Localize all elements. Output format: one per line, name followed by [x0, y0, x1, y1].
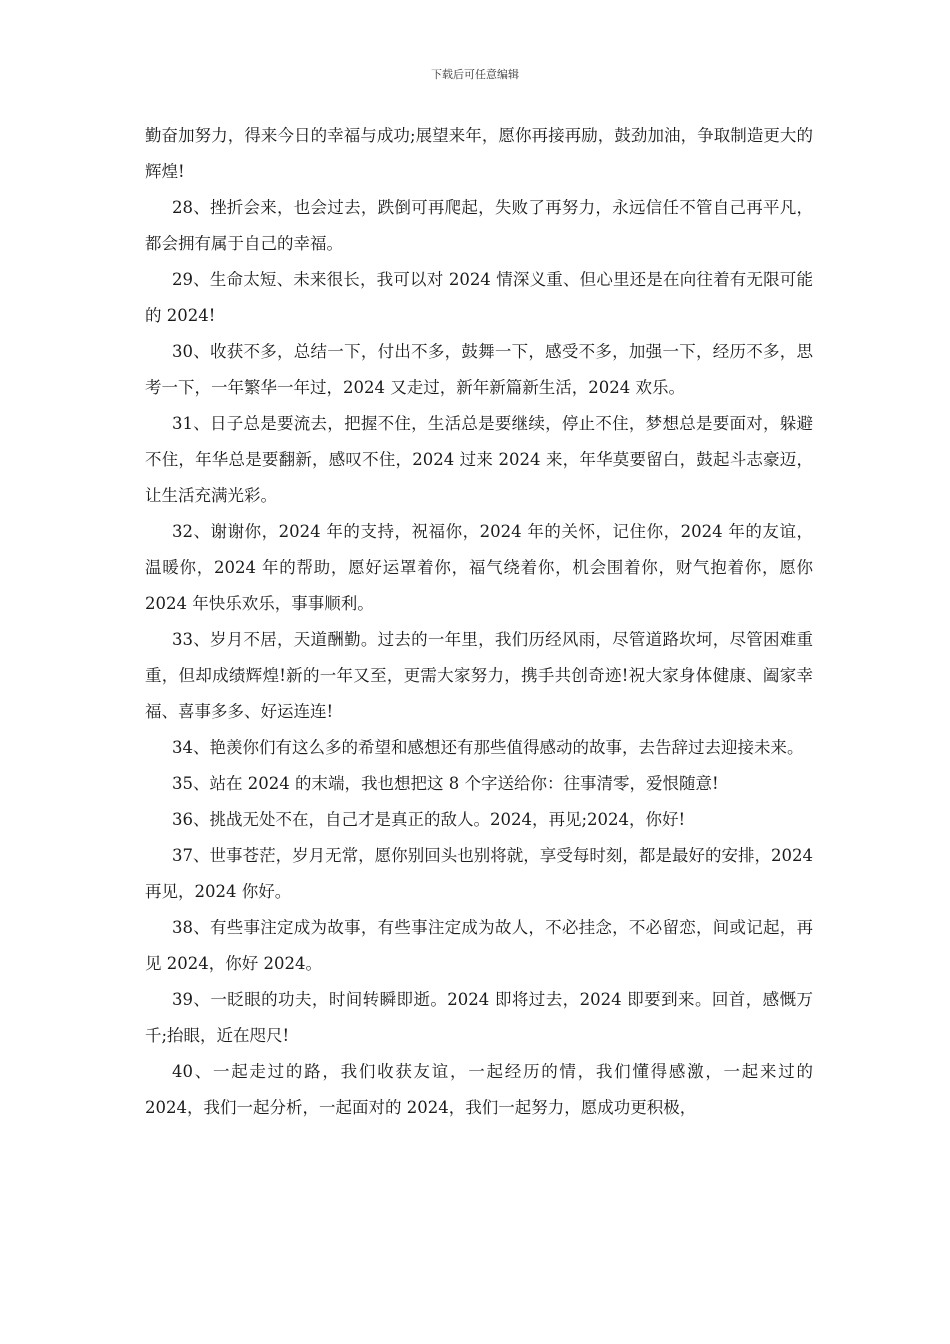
paragraph: 30、收获不多，总结一下，付出不多，鼓舞一下，感受不多，加强一下，经历不多，思考一下，一年繁华一年过，2024 又走过，新年新篇新生活，2024 欢乐。: [145, 342, 813, 397]
document-body: [145, 118, 813, 1126]
paragraph: 31、日子总是要流去，把握不住，生活总是要继续，停止不住，梦想总是要面对，躲避不住，年华总是要翻新，感叹不住，2024 过来 2024 来，年华莫要留白，鼓起斗志豪迈，让生活充满光彩。: [145, 414, 813, 505]
paragraph: 33、岁月不居，天道酬勤。过去的一年里，我们历经风雨，尽管道路坎坷，尽管困难重重，但却成绩辉煌!新的一年又至，更需大家努力，携手共创奇迹!祝大家身体健康、阖家幸福、喜事多多、好运连连!: [145, 630, 813, 721]
paragraph: 32、谢谢你，2024 年的支持，祝福你，2024 年的关怀，记住你，2024 年的友谊，温暖你，2024 年的帮助，愿好运罩着你，福气绕着你，机会围着你，财气抱着你，愿你 2024 年快乐欢乐，事事顺利。: [145, 522, 813, 613]
paragraph: 28、挫折会来，也会过去，跌倒可再爬起，失败了再努力，永远信任不管自己再平凡，都会拥有属于自己的幸福。: [145, 198, 813, 253]
paragraph: 29、生命太短、未来很长，我可以对 2024 情深义重、但心里还是在向往着有无限可能的 2024!: [145, 270, 813, 325]
page-header: 下载后可任意编辑: [431, 68, 519, 81]
paragraph: 35、站在 2024 的末端，我也想把这 8 个字送给你：往事清零，爱恨随意!: [172, 774, 719, 793]
paragraph: 39、一眨眼的功夫，时间转瞬即逝。2024 即将过去，2024 即要到来。回首，感慨万千;抬眼，近在咫尺!: [145, 990, 813, 1045]
paragraph: 37、世事苍茫，岁月无常，愿你别回头也别将就，享受每时刻，都是最好的安排，2024 再见，2024 你好。: [145, 846, 813, 901]
paragraph: 36、挑战无处不在，自己才是真正的敌人。2024，再见;2024，你好!: [172, 810, 686, 829]
paragraph: 38、有些事注定成为故事，有些事注定成为故人，不必挂念，不必留恋，间或记起，再见 2024，你好 2024。: [145, 918, 813, 973]
paragraph: 40、一起走过的路，我们收获友谊，一起经历的情，我们懂得感激，一起来过的 2024，我们一起分析，一起面对的 2024，我们一起努力，愿成功更积极，: [145, 1062, 813, 1117]
paragraph: 勤奋加努力，得来今日的幸福与成功;展望来年，愿你再接再励，鼓劲加油，争取制造更大的辉煌!: [145, 126, 813, 181]
paragraph: 34、艳羡你们有这么多的希望和感想还有那些值得感动的故事，去告辞过去迎接未来。: [172, 738, 804, 757]
